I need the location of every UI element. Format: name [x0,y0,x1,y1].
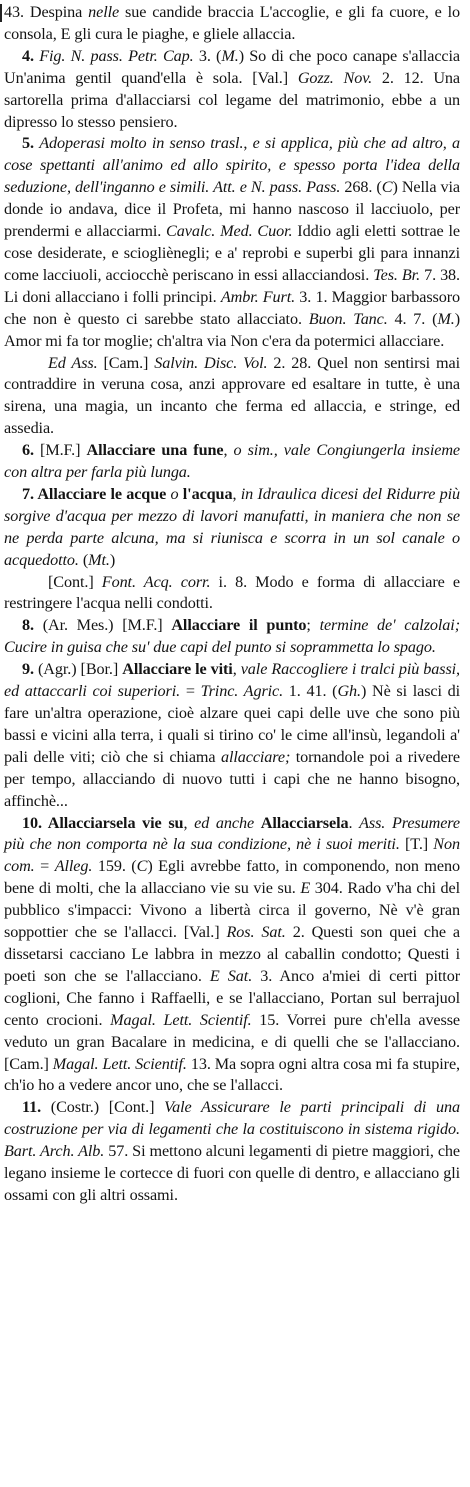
entry-text-run: Vale Assicurare le parti principali di una costruzione per via di legamenti che la costituiscono in sistema rigido. Bart. Arch. Alb. [4,1098,460,1161]
entry-text-run: Ambr. Furt. [220,287,296,306]
entry-text-run: l'acqua [182,484,233,503]
entry-text-run: = [34,857,55,876]
entry-text-run: Gozz. Nov. [297,68,373,87]
entry-text-run: . [348,813,360,832]
entry-text-run: , [232,660,241,679]
entry-e7b [4,572,460,616]
entry-text-run: , [243,134,253,153]
entry-text-run: , [183,813,195,832]
entry-text-run: = [180,682,201,701]
entry-text-run: E Sat. [209,966,253,985]
entry-text-run: 159. ( [92,857,137,876]
entry-text-run: [T.] [399,835,434,854]
entry-text-run: ) So di che poco canape s'allaccia Un'anima gentil quand'ella è sola. [Val.] [4,46,460,87]
entry-text-run: nelle [88,3,120,21]
entry-text-run: [Cam.] [97,353,155,372]
entry-text-run: Salvin. Disc. Vol. [154,353,268,372]
entry-text-run: 43. Despina [4,3,89,21]
entry-text-run: in Idraulica dicesi del Ridurre più sorgive d'acqua per mezzo di lavori manufatti, in maniera che non se ne perda parte alcuna, ma si riunisca e scorra in un sol canale o acquedotto. [4,484,460,569]
entry-text-run: Magal. Lett. Scientif. [110,1010,252,1029]
entry-text-run: Trinc. Agric. [200,682,284,701]
entry-text-run: Cavalc. Med. Cuor. [166,222,293,241]
entry-text-run: 15. Vorrei pure ch'ella avesse veduto un gran Bacalare in medicina, e di quelli che se l'allacciano. [Cam.] [4,1010,461,1073]
entry-e11 [4,1097,460,1207]
entry-text-run: termine de' calzolai; Cucire in guisa che su' due capi del punto si soprammetta lo spago. [4,616,460,657]
entry-text-run: Magal. Lett. Scientif. [52,1054,187,1073]
entry-text-run: 6. [22,441,41,460]
entry-e6 [4,440,460,484]
entry-text-run: ) Egli avrebbe fatto, in componendo, non meno bene di molti, che la allacciano vie su vie su. [4,857,460,898]
entry-text-run: 2. 28. Quel non sentirsi mai contraddire in veruna cosa, anzi approvare ed esaltare in tutte, è una sirena, una magia, un incanto che ferma ed allaccia, e stringe, ed assedia. [4,353,460,438]
entry-text-run: ) [109,550,116,569]
entry-text-run: Non com. [4,835,460,876]
entry-text-run: Allacciare le viti [122,660,233,679]
entry-text-run: E [300,879,311,898]
entry-text-run: , [223,441,234,460]
entry-e7 [4,484,460,572]
entry-text-run: M. [437,309,455,328]
entry-text-run: 268. ( [340,178,382,197]
entry-text-run: o sim., vale Congiungerla insieme con altra per farla più lunga. [4,441,460,482]
entry-text-run: [Cont.] [48,572,102,591]
entry-text-run: 3. ( [193,46,222,65]
entry-e5b [4,353,460,441]
entry-text-run: allacciare; [220,747,291,766]
entry-text-run: C [381,178,393,197]
entry-text-run: Alleg. [54,857,93,876]
entry-e5 [4,133,460,352]
entry-e4 [4,46,460,134]
entry-text-run: 10. Allacciarsela vie su [22,813,184,832]
entry-text-run: 2. 12. Una sartorella prima d'allacciarsi col legame del matrimonio, ebbe a un dipresso lo stesso pensiero. [4,68,460,131]
entry-text-run: Ros. Sat. [226,923,286,942]
entry-text-run: 9. [22,660,38,679]
entry-text-run: ; [306,616,320,635]
entry-text-run: 1. 41. ( [283,682,338,701]
entry-text-run: Iddio agli eletti sottrae le cose desiderate, e sciogliènegli; e a' reprobi e superbi gli para innanzi come lacciuoli, acciocchè periscano in essi allacciandosi. [4,222,460,284]
entry-text-run: 7. Allacciare le acque [22,484,171,503]
entry-list [4,2,460,1207]
margin-rule [0,4,2,22]
entry-text-run: (Agr.) [Bor.] [38,660,123,679]
entry-text-run: 11. [22,1098,51,1117]
entry-text-run: (Ar. Mes.) [M.F.] [42,616,172,635]
entry-text-run: C [136,857,148,876]
entry-e10 [4,813,460,1098]
entry-text-run: Mt. [88,550,110,569]
entry-text-run: Ass. Presumere più che non comporta nè la sua condizione, nè i suoi meriti. [4,813,460,854]
entry-text-run: , [232,484,241,503]
entry-text-run: o [170,484,183,503]
entry-text-run: Gh. [337,682,361,701]
entry-text-run: 304. Rado v'ha chi del pubblico s'impacci: Vivono a libertà circa il governo, Nè v'è gran soppottier che se l'allacci. [Val.] [4,879,460,942]
entry-text-run: ) Amor mi fa tor moglie; ch'altra via Non c'era da potermici allacciare. [4,309,461,350]
entry-text-run: (Costr.) [Cont.] [50,1098,165,1117]
entry-text-run: sue candide braccia L'accoglie, e gli fa cuore, e lo consola, E gli cura le piaghe, e gliele allaccia. [4,3,460,43]
entry-text-run: ed anche [194,813,261,832]
entry-text-run: Adoperasi molto in senso trasl. [39,134,244,153]
entry-e9 [4,659,460,812]
entry-text-run: Allacciarsela [260,813,349,832]
entry-text-run: 2. Questi son quei che a dissetarsi cacciano Le labbra in mezzo al caballin condotto; Questi i poeti son che se l'allacciano. [4,923,461,985]
entry-text-run: 8. [22,616,43,635]
entry-text-run: 4. [22,46,40,65]
entry-text-run: Allacciare una fune [86,441,224,460]
entry-text-run: ( [78,550,89,569]
entry-text-run: 3. 1. Maggior barbassoro che non è questo ci sarebbe stato allacciato. [4,287,460,328]
entry-text-run: tornandole poi a rivedere per tempo, allacciando di nuovo tutti i capi che ne hanno bisogno, affinchè... [4,747,460,810]
entry-text-run: 13. Ma sopra ogni altra cosa mi fa stupire, ch'io ho a vedere ancor uno, che se l'allacci. [4,1054,461,1095]
entry-text-run: Font. Acq. corr. [101,572,211,591]
entry-text-run: vale Raccogliere i tralci più bassi, ed attaccarli coi superiori. [4,660,461,701]
entry-text-run: Allacciare il punto [171,616,307,635]
entry-text-run: ) Nè si lasci di fare un'altra operazione, cioè alzare quei capi delle uve che sono più bassi e vicini alla terra, i quali si tirino co' le cime all'insù, legandoli a' pali delle viti; ciò che si chiama [4,682,460,766]
entry-text-run: i. 8. Modo e forma di allacciare e restringere l'acqua nelli condotti. [4,572,460,613]
entry-text-run: Ed Ass. [48,353,98,372]
entry-text-run: Tes. Br. [373,265,421,284]
entry-text-run: 3. Anco a'miei di certi pittor coglioni, Che fanno i Raffaelli, e se l'allacciano, Portan sul berrajuol cento crocioni. [4,966,460,1029]
entry-text-run: M. [221,46,239,65]
entry-text-run: 57. Si mettono alcuni legamenti di pietre maggiori, che legano insieme le cortecce di fuori con quelle di dentro, e allacciano gli ossami con gli altri ossami. [4,1142,461,1204]
entry-text-run: Buon. Tanc. [308,309,388,328]
entry-text-run: 4. 7. ( [387,309,438,328]
entry-text-run: [M.F.] [40,441,87,460]
entry-text-run: 7. 38. Li doni allacciano i folli principi. [4,265,460,306]
entry-e8 [4,615,460,659]
entry-cont [4,2,460,46]
entry-text-run: 5. [22,134,40,153]
entry-text-run: e si applica, più che ad altro, a cose spettanti all'animo ed allo spirito, e spesso porta l'idea della seduzione, dell'inganno e simili. Att. e N. pass. Pass. [4,134,460,197]
entry-text-run: Fig. N. pass. Petr. Cap. [39,46,194,65]
entry-text-run: ) Nella via donde io andava, dice il Profeta, mi hanno nascoso il lacciuolo, per prendermi e allacciarmi. [4,178,460,241]
